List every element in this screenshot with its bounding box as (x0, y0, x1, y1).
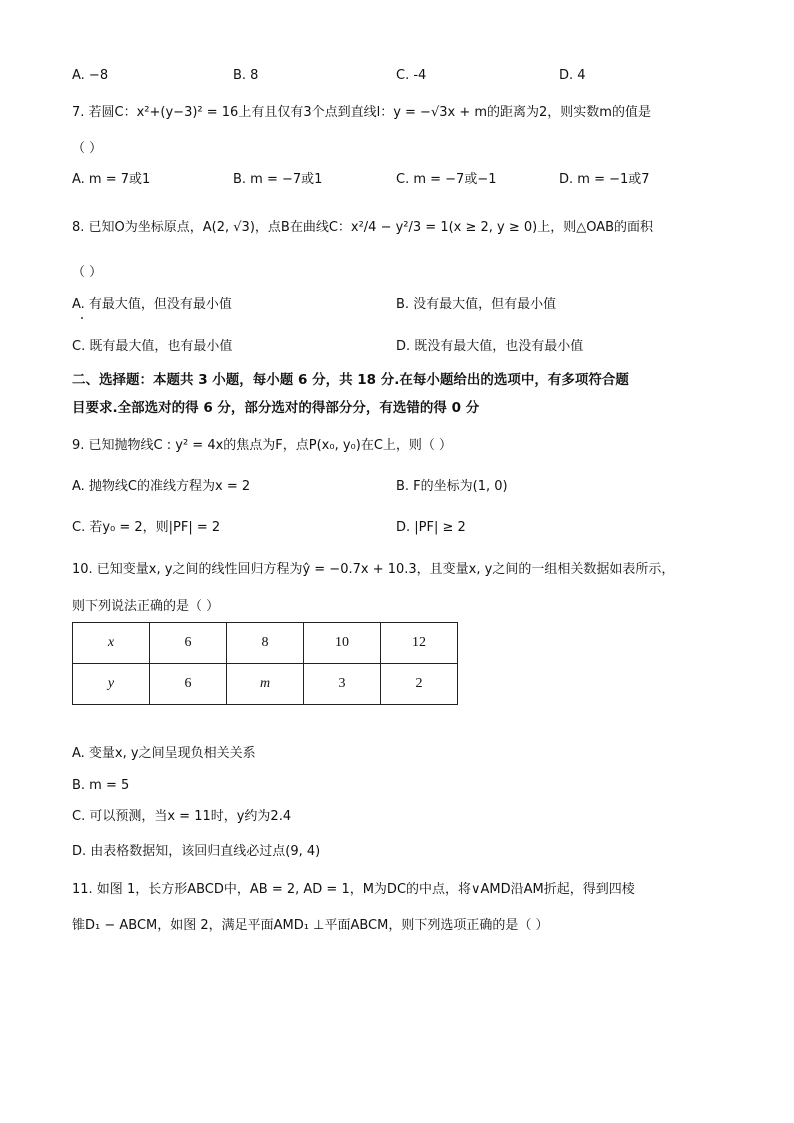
q9-option-c: C. 若y₀ = 2，则|PF| = 2 (72, 520, 221, 535)
q10-option-a: A. 变量x, y之间呈现负相关关系 (72, 746, 256, 761)
q11-stem-line1: 11. 如图 1，长方形ABCD中，AB = 2, AD = 1，M为DC的中点，将∨AMD沿AM折起，得到四棱 (72, 882, 635, 897)
q10-option-b: B. m = 5 (72, 778, 130, 793)
q7-option-a: A. m = 7或1 (72, 172, 151, 187)
q6-option-d: D. 4 (559, 68, 586, 83)
q10-stem-line1: 10. 已知变量x, y之间的线性回归方程为ŷ = −0.7x + 10.3，且变量x, y之间的一组相关数据如表所示， (72, 562, 675, 577)
table-cell: 3 (304, 664, 381, 705)
q7-option-d: D. m = −1或7 (559, 172, 650, 187)
q10-stem-line2: 则下列说法正确的是（ ） (72, 599, 220, 614)
q10-option-d: D. 由表格数据知，该回归直线必过点(9, 4) (72, 844, 321, 859)
table-row-y (73, 664, 458, 705)
stray-dot-mark (81, 317, 83, 319)
section2-heading-line1: 二、选择题：本题共 3 小题，每小题 6 分，共 18 分.在每小题给出的选项中，有多项符合题 (72, 372, 629, 388)
q10-option-c: C. 可以预测，当x = 11时，y约为2.4 (72, 809, 292, 824)
q8-option-a: A. 有最大值，但没有最小值 (72, 297, 232, 312)
q8-paren: （ ） (72, 265, 103, 280)
q6-option-c: C. -4 (396, 68, 427, 83)
q9-stem: 9. 已知抛物线C : y² = 4x的焦点为F，点P(x₀, y₀)在C上，则（ ） (72, 438, 453, 453)
q6-option-b: B. 8 (233, 68, 259, 83)
table-cell: 6 (150, 623, 227, 664)
table-cell: 2 (381, 664, 458, 705)
table-cell: m (227, 664, 304, 705)
q6-option-a: A. −8 (72, 68, 109, 83)
q7-stem: 7. 若圆C：x²+(y−3)² = 16上有且仅有3个点到直线l：y = −√3x + m的距离为2，则实数m的值是 (72, 105, 651, 120)
q10-data-table (72, 622, 458, 705)
q7-option-b: B. m = −7或1 (233, 172, 323, 187)
section2-heading-line2: 目要求.全部选对的得 6 分，部分选对的得部分分，有选错的得 0 分 (72, 400, 480, 416)
q7-option-c: C. m = −7或−1 (396, 172, 497, 187)
table-cell: 6 (150, 664, 227, 705)
q9-option-a: A. 抛物线C的准线方程为x = 2 (72, 479, 251, 494)
q9-option-b: B. F的坐标为(1, 0) (396, 479, 508, 494)
table-cell: x (73, 623, 150, 664)
q7-paren: （ ） (72, 141, 103, 156)
q8-option-c: C. 既有最大值，也有最小值 (72, 339, 233, 354)
q8-option-b: B. 没有最大值，但有最小值 (396, 297, 557, 312)
q9-option-d: D. |PF| ≥ 2 (396, 520, 466, 535)
table-cell: 8 (227, 623, 304, 664)
table-cell: 12 (381, 623, 458, 664)
table-cell: 10 (304, 623, 381, 664)
q8-option-d: D. 既没有最大值，也没有最小值 (396, 339, 584, 354)
table-cell: y (73, 664, 150, 705)
q11-stem-line2: 锥D₁ − ABCM，如图 2，满足平面AMD₁ ⊥平面ABCM，则下列选项正确的是（ ） (72, 918, 549, 933)
q8-stem: 8. 已知O为坐标原点，A(2, √3)，点B在曲线C：x²/4 − y²/3 = 1(x ≥ 2, y ≥ 0)上，则△OAB的面积 (72, 220, 654, 235)
table-row-x (73, 623, 458, 664)
